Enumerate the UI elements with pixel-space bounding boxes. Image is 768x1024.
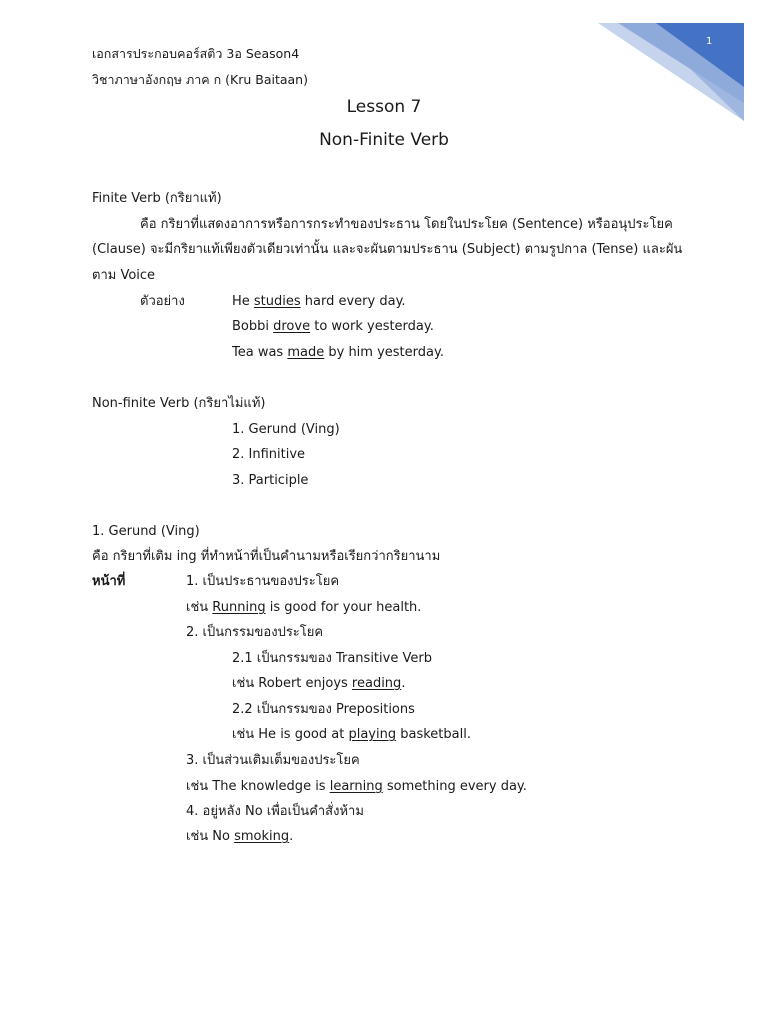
gerund-example: เช่น The knowledge is learning something every day. xyxy=(186,779,527,794)
gerund-example: เช่น Robert enjoys reading. xyxy=(232,676,406,691)
header-line-2: วิชาภาษาอังกฤษ ภาค ก (Kru Baitaan) xyxy=(92,72,308,87)
role-item: 1. เป็นประธานของประโยค xyxy=(186,574,340,589)
finite-desc-line-2: (Clause) จะมีกริยาแท้เพียงตัวเดียวเท่านั้น และจะผันตามประธาน (Subject) ตามรูปกาล (Tense) และผัน xyxy=(92,242,683,257)
role-item: 4. อยู่หลัง No เพื่อเป็นคำสั่งห้าม xyxy=(186,804,364,819)
gerund-verb: reading xyxy=(351,676,402,691)
gerund-example: เช่น He is good at playing basketball. xyxy=(232,727,471,742)
gerund-heading: 1. Gerund (Ving) xyxy=(92,524,200,539)
gerund-example: เช่น Running is good for your health. xyxy=(186,600,422,615)
role-item: 3. เป็นส่วนเติมเต็มของประโยค xyxy=(186,753,360,768)
gerund-verb: smoking xyxy=(234,829,290,844)
gerund-desc: คือ กริยาที่เติม ing ที่ทำหน้าที่เป็นคำนามหรือเรียกว่ากริยานาม xyxy=(92,549,441,564)
finite-verb: studies xyxy=(253,294,301,309)
gerund-verb: Running xyxy=(212,600,266,615)
role-subitem: 2.2 เป็นกรรมของ Prepositions xyxy=(232,702,415,717)
gerund-example: เช่น No smoking. xyxy=(186,829,294,844)
example-label: ตัวอย่าง xyxy=(140,294,185,309)
finite-desc-line-3: ตาม Voice xyxy=(92,268,156,283)
header-line-1: เอกสารประกอบคอร์สติว 3อ Season4 xyxy=(92,46,300,61)
finite-example: Bobbi drove to work yesterday. xyxy=(232,319,434,334)
lesson-title: Lesson 7 xyxy=(346,97,422,117)
finite-desc-line-1: คือ กริยาที่แสดงอาการหรือการกระทำของประธาน โดยในประโยค (Sentence) หรืออนุประโยค xyxy=(140,217,673,232)
finite-verb: made xyxy=(287,345,325,360)
nonfinite-heading: Non-finite Verb (กริยาไม่แท้) xyxy=(92,396,266,411)
gerund-verb: playing xyxy=(348,727,397,742)
finite-example: Tea was made by him yesterday. xyxy=(232,345,444,360)
role-subitem: 2.1 เป็นกรรมของ Transitive Verb xyxy=(232,651,432,666)
finite-verb: drove xyxy=(273,319,311,334)
nonfinite-item: 3. Participle xyxy=(232,473,309,488)
nonfinite-item: 2. Infinitive xyxy=(232,447,306,462)
role-item: 2. เป็นกรรมของประโยค xyxy=(186,625,324,640)
finite-heading: Finite Verb (กริยาแท้) xyxy=(92,191,222,206)
page-number: 1 xyxy=(706,36,713,47)
role-label: หน้าที่ xyxy=(92,574,126,589)
gerund-verb: learning xyxy=(329,779,383,794)
finite-example: He studies hard every day. xyxy=(232,294,406,309)
topic-title: Non-Finite Verb xyxy=(319,130,449,150)
nonfinite-item: 1. Gerund (Ving) xyxy=(232,422,340,437)
